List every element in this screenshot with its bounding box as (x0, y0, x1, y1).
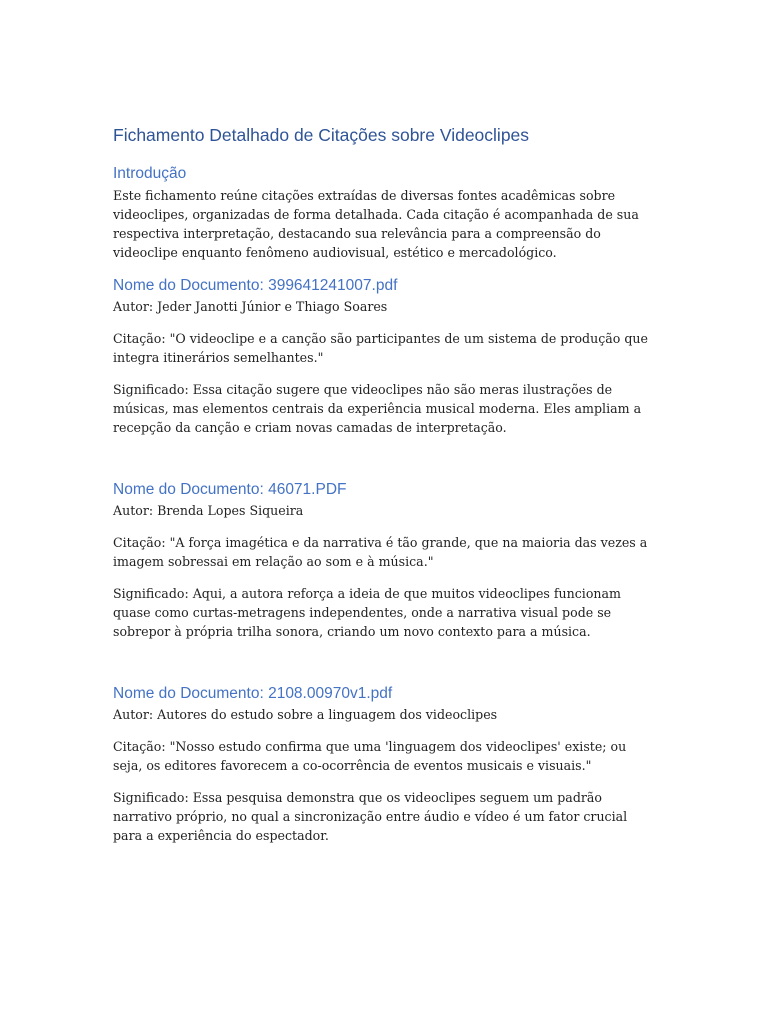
section-heading: Nome do Documento: 399641241007.pdf (113, 277, 398, 294)
section-heading: Nome do Documento: 2108.00970v1.pdf (113, 685, 393, 702)
section-quote: Citação: "O videoclipe e a canção são participantes de um sistema de produção que integra itinerários semelhantes." (113, 331, 648, 365)
section-meaning: Significado: Aqui, a autora reforça a ideia de que muitos videoclipes funcionam quase como curtas-metragens independentes, onde a narrativa visual pode se sobrepor à própria trilha sonora, criando um novo contexto para a música. (113, 586, 621, 639)
section-meaning: Significado: Essa citação sugere que videoclipes não são meras ilustrações de músicas, mas elementos centrais da experiência musical moderna. Eles ampliam a recepção da canção e criam novas camadas de interpretação. (113, 382, 642, 435)
section-quote: Citação: "A força imagética e da narrativa é tão grande, que na maioria das vezes a imagem sobressai em relação ao som e à música." (113, 535, 648, 569)
citation-section-1 (113, 275, 658, 437)
document-title: Fichamento Detalhado de Citações sobre Videoclipes (113, 125, 530, 145)
citation-section-3 (113, 683, 658, 845)
section-heading: Nome do Documento: 46071.PDF (113, 481, 347, 498)
section-quote: Citação: "Nosso estudo confirma que uma 'linguagem dos videoclipes' existe; ou seja, os editores favorecem a co-ocorrência de eventos musicais e visuais." (113, 739, 627, 773)
section-meaning: Significado: Essa pesquisa demonstra que os videoclipes seguem um padrão narrativo próprio, no qual a sincronização entre áudio e vídeo é um fator crucial para a experiência do espectador. (113, 790, 628, 843)
document-content (113, 123, 658, 845)
intro-paragraph: Este fichamento reúne citações extraídas de diversas fontes acadêmicas sobre videoclipes, organizadas de forma detalhada. Cada citação é acompanhada de sua respectiva interpretação, destacando sua relevância para a compreensão do videoclipe enquanto fenômeno audiovisual, estético e mercadológico. (113, 188, 639, 260)
citation-section-2 (113, 479, 658, 641)
section-author: Autor: Brenda Lopes Siqueira (113, 503, 304, 518)
intro-heading: Introdução (113, 165, 187, 182)
section-author: Autor: Jeder Janotti Júnior e Thiago Soares (113, 299, 388, 314)
section-author: Autor: Autores do estudo sobre a linguagem dos videoclipes (113, 707, 498, 722)
